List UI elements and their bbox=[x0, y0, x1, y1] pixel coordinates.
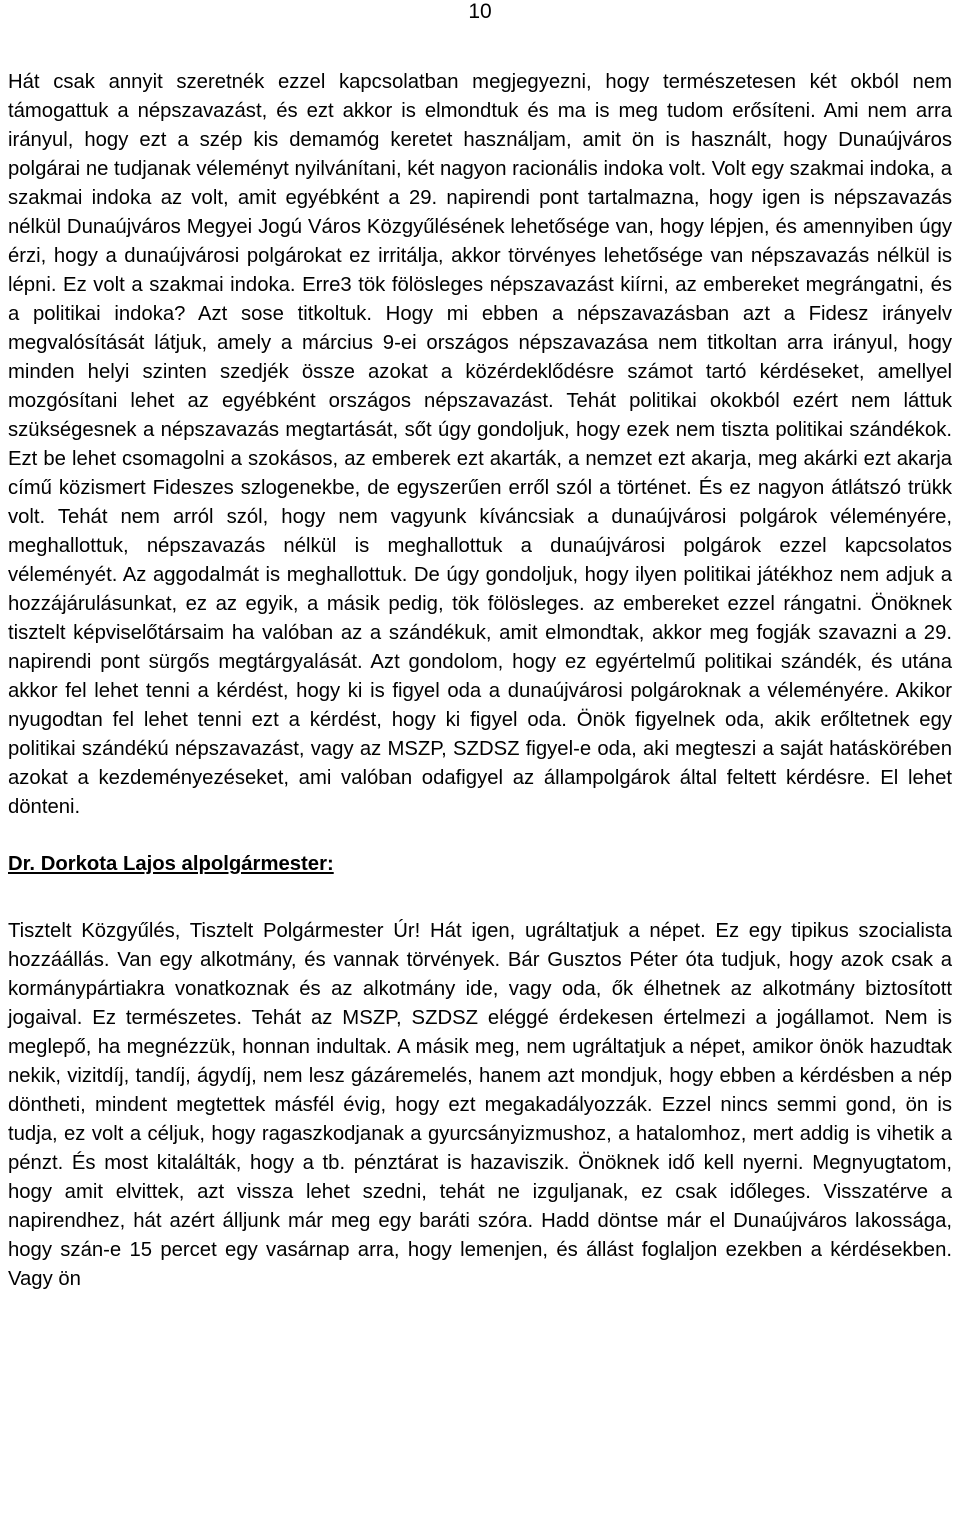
speaker-heading: Dr. Dorkota Lajos alpolgármester: bbox=[8, 853, 334, 875]
paragraph-1: Hát csak annyit szeretnék ezzel kapcsolatban megjegyezni, hogy természetesen két okból nem támogattuk a népszavazást, és ezt akkor is elmondtuk és ma is meg tudom erősíteni. Ami nem arra irányul, hogy ezt a szép kis demamóg keretet használjam, amit ön is használt, hogy Dunaújváros polgárai ne tudjanak véleményt nyilvánítani, két nagyon racionális indoka volt. Volt egy szakmai indoka, a szakmai indoka az volt, amit egyébként a 29. napirendi pont tartalmazna, hogy igen is népszavazás nélkül Dunaújváros Megyei Jogú Város Közgyűlésének lehetősége van, hogy lépjen, és amennyiben úgy érzi, hogy a dunaújvárosi polgárokat ez irritálja, akkor törvényes lehetősége van népszavazás nélkül is lépni. Ez volt a szakmai indoka. Erre3 tök fölösleges népszavazást kiírni, az embereket megrángatni, és a politikai indoka? Azt sose titkoltuk. Hogy mi ebben a népszavazásban azt a Fidesz irányelv megvalósítását látjuk, amely a március 9-ei országos népszavazása nem titkoltan arra irányul, hogy minden helyi szinten szedjék össze azokat a közérdeklődésre számot tartó kérdéseket, amellyel mozgósítani lehet az egyébként országos népszavazást. Tehát politikai okokból ezért nem láttuk szükségesnek a népszavazás megtartását, sőt úgy gondoljuk, hogy ezek nem tiszta politikai szándékok. Ezt be lehet csomagolni a szokásos, az emberek ezt akarták, a nemzet ezt akarja, meg akárki ezt akarja című közismert Fideszes szlogenekbe, de egyszerűen erről szól a történet. És ez nagyon átlátszó trükk volt. Tehát nem arról szól, hogy nem vagyunk kíváncsiak a dunaújvárosi polgárok véleményére, meghallottuk, népszavazás nélkül is meghallottuk a dunaújvárosi polgárok ezzel kapcsolatos véleményét. Az aggodalmát is meghallottuk. De úgy gondoljuk, hogy ilyen politikai játékhoz nem adjuk a hozzájárulásunkat, ez az egyik, a másik pedig, tök fölösleges. az embereket ezzel rángatni. Önöknek tisztelt képviselőtársaim ha valóban az a szándékuk, amit elmondtak, akkor meg fogják szavazni a 29. napirendi pont sürgős megtárgyalását. Azt gondolom, hogy ez egyértelmű politikai szándék, és utána akkor fel lehet tenni a kérdést, hogy ki is figyel oda a dunaújvárosi polgároknak a véleményére. Akikor nyugodtan fel lehet tenni ezt a kérdést, hogy ki figyel oda. Önök figyelnek oda, akik erőltetnek egy politikai szándékú népszavazást, vagy az MSZP, SZDSZ figyel-e oda, aki megteszi a saját hatáskörében azokat a kezdeményezéseket, ami valóban odafigyel az állampolgárok által feltett kérdésre. El lehet dönteni. bbox=[8, 71, 952, 818]
paragraph-2: Tisztelt Közgyűlés, Tisztelt Polgármester Úr! Hát igen, ugráltatjuk a népet. Ez egy tipikus szocialista hozzáállás. Van egy alkotmány, és vannak törvények. Bár Gusztos Péter óta tudjuk, hogy azok csak a kormánypártiakra vonatkoznak és az alkotmány ide, vagy oda, ők élhetnek az alkotmány biztosított jogaival. Ez természetes. Tehát az MSZP, SZDSZ eléggé érdekesen értelmezi a jogállamot. Nem is meglepő, ha megnézzük, honnan indultak. A másik meg, nem ugráltatjuk a népet, amikor önök hazudtak nekik, vizitdíj, tandíj, ágydíj, nem lesz gázáremelés, hanem azt mondjuk, hogy ebben a kérdésben a nép döntheti, mindent megtettek másfél évig, hogy ezt megakadályozzák. Ezzel nincs semmi gond, ön is tudja, ez volt a céljuk, hogy ragaszkodjanak a gyurcsányizmushoz, a hatalomhoz, mert addig is vihetik a pénzt. És most kitalálták, hogy a tb. pénztárat is hazaviszik. Önöknek idő kell nyerni. Megnyugtatom, hogy amit elvittek, azt vissza lehet szedni, tehát ne izguljanak, ez csak időleges. Visszatérve a napirendhez, hát azért álljunk már meg egy baráti szóra. Hadd döntse már el Dunaújváros lakossága, hogy szán-e 15 percet egy vasárnap arra, hogy lemenjen, és állást foglaljon ezekben a kérdésekben. Vagy ön bbox=[8, 920, 952, 1290]
page-number: 10 bbox=[468, 0, 492, 23]
document-body bbox=[8, 68, 952, 1294]
